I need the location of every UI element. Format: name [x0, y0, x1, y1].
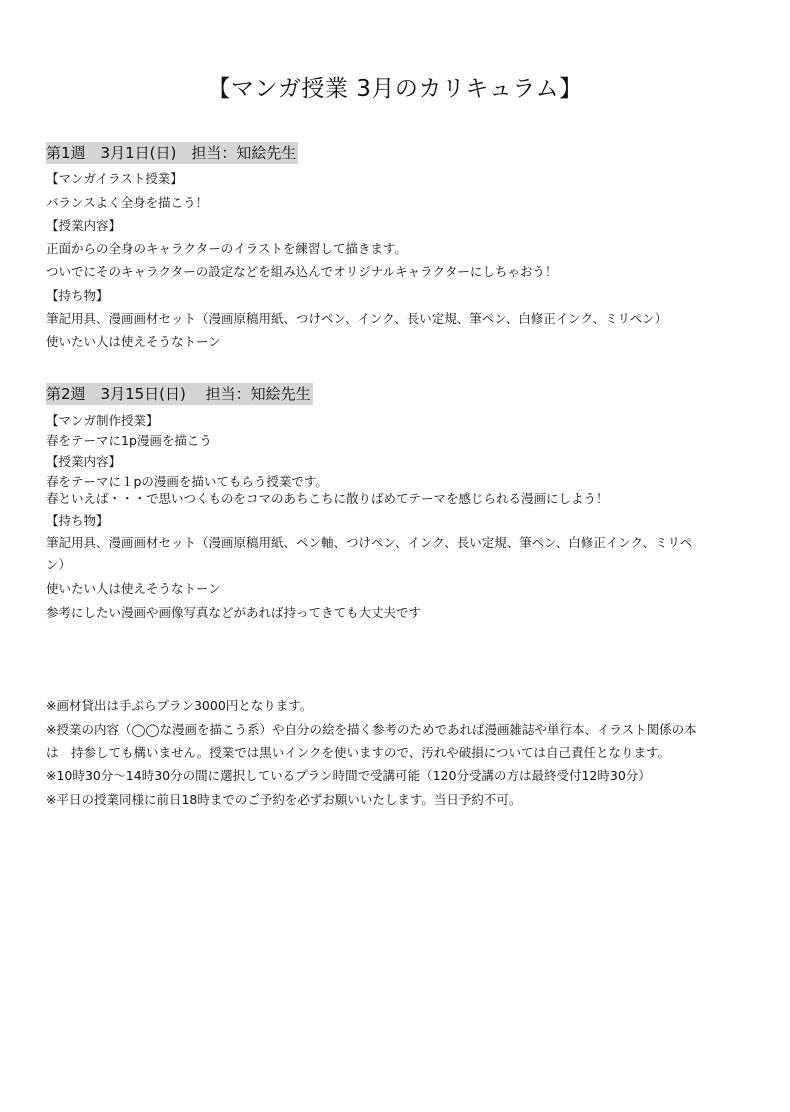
note-line: ※画材貸出は手ぶらプラン3000円となります。 [46, 698, 313, 713]
week2-content-label: 【授業内容】 [46, 454, 122, 469]
week1-items-line: 筆記用具、漫画画材セット（漫画原稿用紙、つけペン、インク、長い定規、筆ペン、白修正インク、ミリペン） [46, 311, 668, 326]
week2-heading: 第2週 3月15日(日) 担当：知絵先生 [46, 385, 311, 403]
week2-course-title: 春をテーマに1p漫画を描こう [46, 433, 212, 448]
week2-content-line: 春をテーマに１pの漫画を描いてもらう授業です。 [46, 474, 328, 489]
week2-content-line: 春といえば・・・で思いつくものをコマのあちこちに散りばめてテーマを感じられる漫画にしよう！ [46, 491, 609, 506]
week1-heading: 第1週 3月1日(日) 担当：知絵先生 [46, 144, 297, 162]
note-line: ※授業の内容（◯◯な漫画を描こう系）や自分の絵を描く参考のためであれば漫画雑誌や単行本、イラスト関係の本 [46, 722, 697, 737]
week1-content-label: 【授業内容】 [46, 218, 122, 233]
week1-course-label: 【マンガイラスト授業】 [46, 171, 183, 186]
week1-content-line: ついでにそのキャラクターの設定などを組み込んでオリジナルキャラクターにしちゃおう！ [46, 264, 558, 279]
page-title: 【マンガ授業 3月のカリキュラム】 [207, 76, 583, 102]
week1-items-line: 使いたい人は使えそうなトーン [46, 334, 221, 349]
note-line: は 持参しても構いません。授業では黒いインクを使いますので、汚れや破損については自己責任となります。 [46, 745, 671, 760]
week2-items-line: ン） [46, 557, 72, 572]
note-line: ※10時30分〜14時30分の間に選択しているプラン時間で受講可能（120分受講の方は最終受付12時30分） [46, 768, 651, 783]
week2-items-line: 筆記用具、漫画画材セット（漫画原稿用紙、ペン軸、つけペン、インク、長い定規、筆ペン、白修正インク、ミリペ [46, 535, 693, 550]
week1-items-label: 【持ち物】 [46, 288, 109, 303]
week1-course-title: バランスよく全身を描こう！ [46, 195, 209, 210]
week2-items-label: 【持ち物】 [46, 513, 109, 528]
week2-course-label: 【マンガ制作授業】 [46, 413, 159, 428]
week2-items-line: 使いたい人は使えそうなトーン [46, 581, 221, 596]
note-line: ※平日の授業同様に前日18時までのご予約を必ずお願いいたします。当日予約不可。 [46, 792, 522, 807]
week2-items-line: 参考にしたい漫画や画像写真などがあれば持ってきても大丈夫です [46, 605, 422, 620]
week1-content-line: 正面からの全身のキャラクターのイラストを練習して描きます。 [46, 241, 407, 256]
